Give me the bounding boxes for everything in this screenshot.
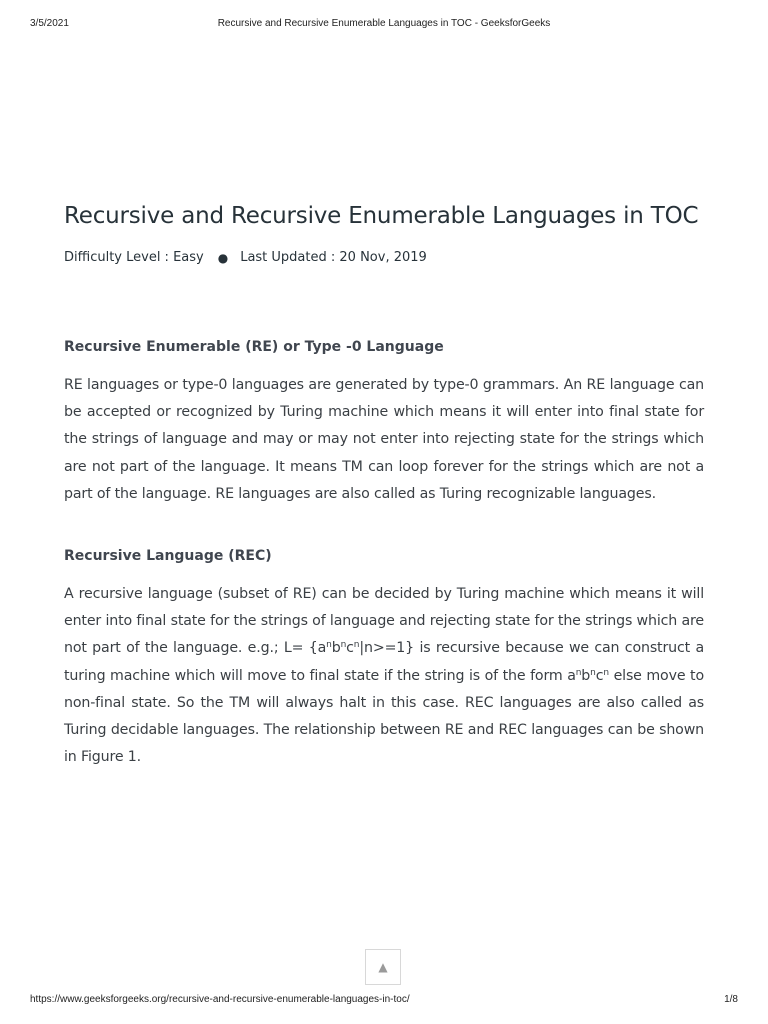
rec-text-c: c <box>346 640 354 657</box>
superscript-n: n <box>603 667 609 678</box>
section-heading-re: Recursive Enumerable (RE) or Type -0 Language <box>64 339 444 355</box>
meta-separator: ● <box>217 251 229 265</box>
print-header <box>30 18 738 32</box>
section-heading-rec: Recursive Language (REC) <box>64 548 272 564</box>
superscript-n: n <box>590 667 596 678</box>
superscript-n: n <box>353 640 360 651</box>
rec-text-b: b <box>581 667 591 684</box>
superscript-n: n <box>340 640 347 651</box>
last-updated: Last Updated : 20 Nov, 2019 <box>240 250 427 265</box>
page-number: 1/8 <box>724 994 738 1005</box>
rec-text-part-2: |n>=1} is recursive because we can construct a turing machine which will move to final state if the string is of the form a <box>64 640 704 684</box>
article-title: Recursive and Recursive Enumerable Languages in TOC <box>64 203 699 229</box>
rec-text-part-3: else move to non-final state. So the TM will always halt in this case. REC languages are also called as Turing decidable languages. The relationship between RE and REC languages can be shown in Figure 1. <box>64 667 704 766</box>
arrow-up-icon: ▲ <box>378 960 388 974</box>
superscript-n: n <box>326 640 332 651</box>
article <box>64 200 704 766</box>
difficulty-level: Difficulty Level : Easy <box>64 250 204 265</box>
page-url: https://www.geeksforgeeks.org/recursive-and-recursive-enumerable-languages-in-toc/ <box>30 994 410 1005</box>
superscript-n: n <box>575 667 582 678</box>
section-text-re: RE languages or type-0 languages are generated by type-0 grammars. An RE language can be accepted or recognized by Turing machine which means it will enter into final state for the strings of language and may or may not enter into rejecting state for the strings which are not part of the language. It means TM can loop forever for the strings which are not a part of the language. RE languages are also called as Turing recognizable languages. <box>64 377 704 502</box>
section-text-rec <box>64 581 704 771</box>
article-meta <box>64 248 704 268</box>
rec-text-c: c <box>595 667 604 684</box>
rec-text-part-1: A recursive language (subset of RE) can be decided by Turing machine which means it will enter into final state for the strings of language and rejecting state for the strings which are not part of the language. e.g.; L= {a <box>64 586 704 657</box>
scroll-to-top-button[interactable] <box>365 949 401 985</box>
print-date: 3/5/2021 <box>30 18 69 29</box>
rec-text-b: b <box>331 640 341 657</box>
print-page-title: Recursive and Recursive Enumerable Languages in TOC - GeeksforGeeks <box>217 18 551 29</box>
print-footer <box>30 994 738 1008</box>
